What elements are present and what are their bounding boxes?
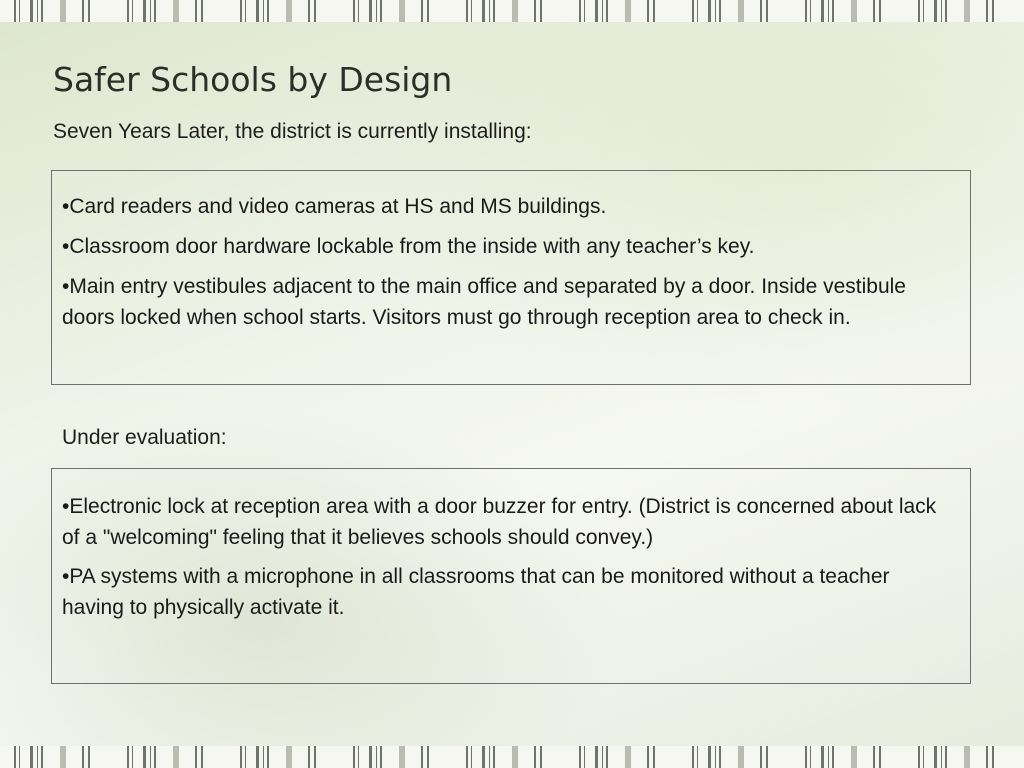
- evaluation-list-box: [51, 468, 971, 684]
- list-item: •Main entry vestibules adjacent to the main office and separated by a door. Inside vestibule doors locked when school starts. Visitors must go through reception area to check in.: [62, 275, 906, 329]
- slide-subtitle: Seven Years Later, the district is currently installing:: [53, 120, 532, 143]
- installing-list-box: [51, 170, 971, 385]
- list-item: •Classroom door hardware lockable from the inside with any teacher’s key.: [62, 235, 755, 258]
- decorative-top-strip: [0, 0, 1024, 22]
- list-item: •PA systems with a microphone in all classrooms that can be monitored without a teacher having to physically activate it.: [62, 565, 890, 619]
- list-item: •Electronic lock at reception area with a door buzzer for entry. (District is concerned about lack of a "welcoming" feeling that it believes schools should convey.): [62, 495, 937, 549]
- slide-title: Safer Schools by Design: [53, 60, 453, 99]
- decorative-bottom-strip: [0, 746, 1024, 768]
- evaluation-heading: Under evaluation:: [62, 426, 227, 449]
- list-item: •Card readers and video cameras at HS and MS buildings.: [62, 195, 607, 218]
